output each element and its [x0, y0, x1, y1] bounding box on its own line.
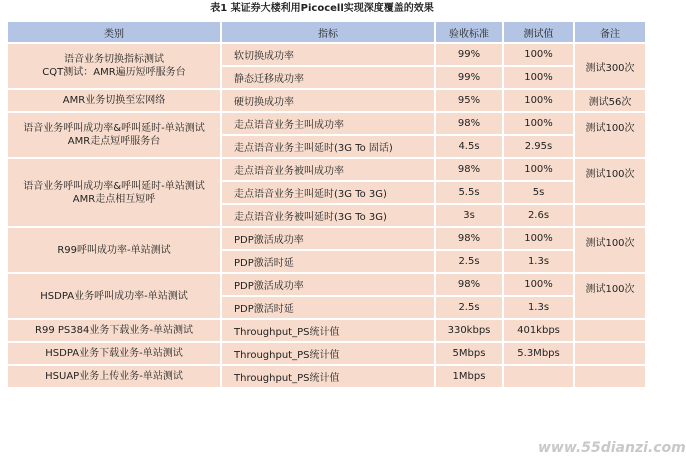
note-cell: 测试100次: [575, 274, 645, 318]
indicator-cell: PDP激活成功率: [222, 274, 434, 295]
category-cell: [8, 366, 220, 387]
standard-cell: 99%: [436, 44, 502, 65]
table-row: [8, 343, 645, 364]
table-row: [8, 274, 645, 295]
header-standard: 验收标准: [436, 22, 502, 42]
standard-cell: 2.5s: [436, 251, 502, 272]
table-row: [8, 366, 645, 387]
value-cell: 5s: [504, 182, 573, 203]
standard-cell: 5.5s: [436, 182, 502, 203]
indicator-cell: 走点语音业务主叫延时(3G To 固话): [222, 136, 434, 157]
value-cell: 100%: [504, 90, 573, 111]
value-cell: 100%: [504, 159, 573, 180]
table-row: [8, 228, 645, 249]
category-cell: [8, 159, 220, 226]
header-value: 测试值: [504, 22, 573, 42]
table-row: [8, 159, 645, 180]
indicator-cell: 走点语音业务被叫成功率: [222, 159, 434, 180]
indicator-cell: Throughput_PS统计值: [222, 320, 434, 341]
value-cell: 2.6s: [504, 205, 573, 226]
category-line: HSDPA业务呼叫成功率-单站测试: [40, 290, 188, 302]
value-cell: 100%: [504, 274, 573, 295]
category-line: HSUAP业务上传业务-单站测试: [45, 371, 183, 382]
category-line: 语音业务切换指标测试: [64, 54, 164, 65]
table-row: [8, 113, 645, 134]
note-cell: [575, 366, 645, 387]
value-cell: 5.3Mbps: [504, 343, 573, 364]
category-line: 语音业务呼叫成功率&呼叫延时-单站测试: [23, 123, 205, 134]
category-cell: [8, 228, 220, 272]
indicator-cell: Throughput_PS统计值: [222, 366, 434, 387]
note-cell: [575, 320, 645, 341]
note-cell: 测试100次: [575, 228, 645, 272]
standard-cell: 4.5s: [436, 136, 502, 157]
value-cell: 1.3s: [504, 251, 573, 272]
note-cell: 测试56次: [575, 90, 645, 111]
category-line: R99 PS384业务下载业务-单站测试: [35, 325, 193, 336]
note-cell: [575, 205, 645, 226]
standard-cell: 95%: [436, 90, 502, 111]
watermark: www.55dianzi.com: [538, 437, 638, 459]
category-cell: [8, 113, 220, 157]
indicator-cell: 软切换成功率: [222, 44, 434, 65]
standard-cell: 98%: [436, 274, 502, 295]
standard-cell: 2.5s: [436, 297, 502, 318]
standard-cell: 330kbps: [436, 320, 502, 341]
category-cell: [8, 320, 220, 341]
table-row: [8, 90, 645, 111]
standard-cell: 3s: [436, 205, 502, 226]
table-row: [8, 44, 645, 65]
header-note: 备注: [575, 22, 645, 42]
indicator-cell: 硬切换成功率: [222, 90, 434, 111]
standard-cell: 98%: [436, 159, 502, 180]
value-cell: 1.3s: [504, 297, 573, 318]
indicator-cell: 走点语音业务主叫成功率: [222, 113, 434, 134]
category-line: 语音业务呼叫成功率&呼叫延时-单站测试: [23, 180, 205, 192]
table-body: [8, 44, 645, 387]
category-line: AMR走点相互短呼: [72, 193, 156, 205]
note-cell: [575, 343, 645, 364]
standard-cell: 98%: [436, 113, 502, 134]
category-line: AMR走点短呼服务台: [67, 136, 161, 147]
indicator-cell: 走点语音业务被叫延时(3G To 3G): [222, 205, 434, 226]
value-cell: 100%: [504, 67, 573, 88]
standard-cell: 5Mbps: [436, 343, 502, 364]
header-row: [8, 22, 645, 42]
note-cell: 测试100次: [575, 159, 645, 203]
category-cell: [8, 44, 220, 88]
category-cell: [8, 343, 220, 364]
table-caption: 表1 某证券大楼利用Picocell实现深度覆盖的效果: [210, 3, 434, 14]
standard-cell: 98%: [436, 228, 502, 249]
note-cell: 测试300次: [575, 44, 645, 88]
header-indicator: 指标: [222, 22, 434, 42]
indicator-cell: 走点语音业务主叫延时(3G To 3G): [222, 182, 434, 203]
note-cell: 测试100次: [575, 113, 645, 157]
indicator-cell: PDP激活成功率: [222, 228, 434, 249]
category-line: HSDPA业务下载业务-单站测试: [45, 348, 183, 359]
category-cell: [8, 90, 220, 111]
category-line: R99呼叫成功率-单站测试: [57, 244, 171, 256]
value-cell: 2.95s: [504, 136, 573, 157]
indicator-cell: PDP激活时延: [222, 251, 434, 272]
indicator-cell: PDP激活时延: [222, 297, 434, 318]
value-cell: [504, 366, 573, 387]
indicator-cell: 静态迁移成功率: [222, 67, 434, 88]
value-cell: 100%: [504, 113, 573, 134]
standard-cell: 99%: [436, 67, 502, 88]
header-category: 类别: [8, 22, 220, 42]
category-line: CQT测试：AMR遍历短呼服务台: [42, 67, 186, 78]
value-cell: 401kbps: [504, 320, 573, 341]
results-table: [6, 20, 647, 389]
category-line: AMR业务切换至宏网络: [62, 95, 166, 106]
value-cell: 100%: [504, 44, 573, 65]
table-row: [8, 320, 645, 341]
category-cell: [8, 274, 220, 318]
indicator-cell: Throughput_PS统计值: [222, 343, 434, 364]
value-cell: 100%: [504, 228, 573, 249]
standard-cell: 1Mbps: [436, 366, 502, 387]
